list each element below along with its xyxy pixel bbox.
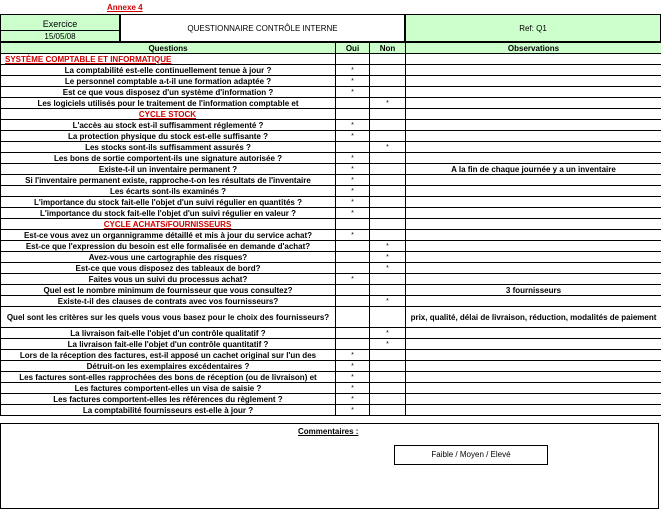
question-row bbox=[1, 405, 661, 416]
question-row bbox=[1, 296, 661, 307]
question-row bbox=[1, 186, 661, 197]
answer-non[interactable] bbox=[370, 350, 406, 361]
section-row bbox=[1, 109, 661, 120]
question-row bbox=[1, 383, 661, 394]
observation[interactable] bbox=[406, 87, 661, 98]
rating-scale[interactable]: Faible / Moyen / Elevé bbox=[394, 445, 548, 465]
question-text: La livraison fait-elle l'objet d'un contrôle quantitatif ? bbox=[1, 339, 336, 350]
exercice-date: 15/05/08 bbox=[1, 30, 119, 41]
question-text: Quel est le nombre minimum de fournisseur que vous consultez? bbox=[1, 285, 336, 296]
question-row bbox=[1, 131, 661, 142]
observation[interactable] bbox=[406, 372, 661, 383]
answer-non[interactable]: * bbox=[370, 328, 406, 339]
observation[interactable] bbox=[406, 175, 661, 186]
question-row bbox=[1, 274, 661, 285]
exercice-label: Exercice bbox=[42, 19, 78, 29]
observation[interactable] bbox=[406, 98, 661, 109]
question-text: Faites vous un suivi du processus achat? bbox=[1, 274, 336, 285]
observation[interactable] bbox=[406, 186, 661, 197]
answer-oui[interactable]: * bbox=[336, 65, 370, 76]
answer-non[interactable] bbox=[370, 372, 406, 383]
question-row bbox=[1, 164, 661, 175]
question-text: Quel sont les critères sur les quels vous vous basez pour le choix des fournisseurs? bbox=[1, 307, 336, 328]
question-row bbox=[1, 263, 661, 274]
answer-oui[interactable]: * bbox=[336, 372, 370, 383]
header bbox=[0, 14, 661, 42]
empty-cell bbox=[336, 54, 370, 65]
col-observations: Observations bbox=[406, 43, 661, 54]
answer-non[interactable] bbox=[370, 230, 406, 241]
answer-oui[interactable]: * bbox=[336, 197, 370, 208]
answer-oui[interactable] bbox=[336, 285, 370, 296]
observation[interactable] bbox=[406, 131, 661, 142]
answer-non[interactable] bbox=[370, 208, 406, 219]
question-text: La protection physique du stock est-elle suffisante ? bbox=[1, 131, 336, 142]
answer-oui[interactable]: * bbox=[336, 131, 370, 142]
question-row bbox=[1, 98, 661, 109]
question-text: La comptabilité fournisseurs est-elle à jour ? bbox=[1, 405, 336, 416]
observation[interactable] bbox=[406, 197, 661, 208]
answer-oui[interactable]: * bbox=[336, 208, 370, 219]
answer-oui[interactable]: * bbox=[336, 76, 370, 87]
answer-non[interactable] bbox=[370, 175, 406, 186]
question-text: La comptabilité est-elle continuellement tenue à jour ? bbox=[1, 65, 336, 76]
answer-oui[interactable]: * bbox=[336, 394, 370, 405]
question-text: Les écarts sont-ils examinés ? bbox=[1, 186, 336, 197]
answer-oui[interactable] bbox=[336, 307, 370, 328]
col-questions: Questions bbox=[1, 43, 336, 54]
question-text: Les bons de sortie comportent-ils une signature autorisée ? bbox=[1, 153, 336, 164]
question-text: La livraison fait-elle l'objet d'un contrôle qualitatif ? bbox=[1, 328, 336, 339]
question-text: L'accès au stock est-il suffisamment réglementé ? bbox=[1, 120, 336, 131]
answer-oui[interactable]: * bbox=[336, 383, 370, 394]
answer-non[interactable]: * bbox=[370, 263, 406, 274]
question-row bbox=[1, 197, 661, 208]
answer-oui[interactable] bbox=[336, 98, 370, 109]
answer-oui[interactable] bbox=[336, 263, 370, 274]
answer-non[interactable]: * bbox=[370, 339, 406, 350]
answer-non[interactable] bbox=[370, 394, 406, 405]
answer-non[interactable] bbox=[370, 164, 406, 175]
col-oui: Oui bbox=[336, 43, 370, 54]
page-title: QUESTIONNAIRE CONTRÔLE INTERNE bbox=[120, 14, 405, 42]
observation[interactable] bbox=[406, 241, 661, 252]
answer-oui[interactable]: * bbox=[336, 186, 370, 197]
answer-non[interactable] bbox=[370, 87, 406, 98]
observation[interactable] bbox=[406, 274, 661, 285]
answer-non[interactable] bbox=[370, 361, 406, 372]
question-text: Détruit-on les exemplaires excédentaires ? bbox=[1, 361, 336, 372]
answer-non[interactable]: * bbox=[370, 252, 406, 263]
question-row bbox=[1, 76, 661, 87]
answer-non[interactable]: * bbox=[370, 98, 406, 109]
question-text: Est-ce que l'expression du besoin est elle formalisée en demande d'achat? bbox=[1, 241, 336, 252]
answer-oui[interactable]: * bbox=[336, 405, 370, 416]
section-row bbox=[1, 54, 661, 65]
section-label: CYCLE STOCK bbox=[138, 109, 197, 119]
observation[interactable] bbox=[406, 263, 661, 274]
question-row bbox=[1, 153, 661, 164]
question-text: Les factures comportent-elles les références du règlement ? bbox=[1, 394, 336, 405]
question-text: Existe-t-il des clauses de contrats avec vos fournisseurs? bbox=[1, 296, 336, 307]
answer-oui[interactable] bbox=[336, 328, 370, 339]
column-headers bbox=[1, 43, 661, 54]
answer-non[interactable]: * bbox=[370, 296, 406, 307]
observation[interactable] bbox=[406, 208, 661, 219]
reference: Ref: Q1 bbox=[405, 14, 661, 42]
question-row bbox=[1, 175, 661, 186]
comments-label: Commentaires : bbox=[298, 427, 359, 436]
answer-non[interactable] bbox=[370, 405, 406, 416]
answer-non[interactable] bbox=[370, 307, 406, 328]
observation[interactable]: A la fin de chaque journée y a un inventaire bbox=[406, 164, 661, 175]
answer-oui[interactable] bbox=[336, 252, 370, 263]
section-title bbox=[1, 109, 336, 120]
questionnaire-grid bbox=[0, 14, 661, 416]
section-row bbox=[1, 219, 661, 230]
observation[interactable]: prix, qualité, délai de livraison, réduction, modalités de paiement bbox=[406, 307, 661, 328]
observation[interactable] bbox=[406, 405, 661, 416]
question-row bbox=[1, 339, 661, 350]
answer-oui[interactable] bbox=[336, 142, 370, 153]
question-text: Est-ce que vous disposez des tableaux de bord? bbox=[1, 263, 336, 274]
answer-non[interactable] bbox=[370, 131, 406, 142]
answer-oui[interactable]: * bbox=[336, 361, 370, 372]
answer-non[interactable]: * bbox=[370, 241, 406, 252]
question-row bbox=[1, 394, 661, 405]
question-text: Avez-vous une cartographie des risques? bbox=[1, 252, 336, 263]
question-text: Le personnel comptable a-t-il une formation adaptée ? bbox=[1, 76, 336, 87]
answer-non[interactable] bbox=[370, 120, 406, 131]
exercice-box bbox=[0, 14, 120, 42]
observation[interactable] bbox=[406, 361, 661, 372]
question-row bbox=[1, 241, 661, 252]
answer-oui[interactable]: * bbox=[336, 350, 370, 361]
answer-oui[interactable]: * bbox=[336, 230, 370, 241]
section-label: SYSTÈME COMPTABLE ET INFORMATIQUE bbox=[5, 54, 172, 64]
question-row bbox=[1, 87, 661, 98]
answer-oui[interactable]: * bbox=[336, 87, 370, 98]
empty-cell bbox=[406, 219, 661, 230]
answer-oui[interactable] bbox=[336, 241, 370, 252]
question-row bbox=[1, 350, 661, 361]
observation[interactable] bbox=[406, 339, 661, 350]
observation[interactable] bbox=[406, 230, 661, 241]
answer-non[interactable] bbox=[370, 153, 406, 164]
answer-oui[interactable] bbox=[336, 339, 370, 350]
question-text: Les factures sont-elles rapprochées des bons de réception (ou de livraison) et bbox=[1, 372, 336, 383]
observation[interactable] bbox=[406, 296, 661, 307]
question-row bbox=[1, 328, 661, 339]
empty-cell bbox=[370, 109, 406, 120]
question-row bbox=[1, 142, 661, 153]
observation[interactable] bbox=[406, 142, 661, 153]
section-title bbox=[1, 219, 336, 230]
question-row bbox=[1, 230, 661, 241]
question-text: L'importance du stock fait-elle l'objet d'un suivi régulier en valeur ? bbox=[1, 208, 336, 219]
section-title bbox=[1, 54, 336, 65]
answer-oui[interactable]: * bbox=[336, 274, 370, 285]
question-row bbox=[1, 307, 661, 328]
question-row bbox=[1, 361, 661, 372]
question-row bbox=[1, 65, 661, 76]
observation[interactable] bbox=[406, 120, 661, 131]
col-non: Non bbox=[370, 43, 406, 54]
empty-cell bbox=[406, 109, 661, 120]
annexe-label: Annexe 4 bbox=[107, 3, 143, 12]
observation[interactable] bbox=[406, 328, 661, 339]
observation[interactable] bbox=[406, 76, 661, 87]
question-text: Existe-t-il un inventaire permanent ? bbox=[1, 164, 336, 175]
observation[interactable] bbox=[406, 153, 661, 164]
observation[interactable] bbox=[406, 350, 661, 361]
question-text: Les factures comportent-elles un visa de saisie ? bbox=[1, 383, 336, 394]
question-text: L'importance du stock fait-elle l'objet d'un suivi régulier en quantités ? bbox=[1, 197, 336, 208]
answer-oui[interactable]: * bbox=[336, 153, 370, 164]
empty-cell bbox=[336, 219, 370, 230]
answer-non[interactable] bbox=[370, 285, 406, 296]
observation[interactable] bbox=[406, 394, 661, 405]
answer-oui[interactable]: * bbox=[336, 175, 370, 186]
questions-table bbox=[0, 42, 661, 416]
question-row bbox=[1, 208, 661, 219]
answer-non[interactable] bbox=[370, 65, 406, 76]
answer-oui[interactable] bbox=[336, 296, 370, 307]
question-text: Est ce que vous disposez d'un système d'information ? bbox=[1, 87, 336, 98]
question-text: Les logiciels utilisés pour le traitement de l'information comptable et bbox=[1, 98, 336, 109]
question-row bbox=[1, 372, 661, 383]
observation[interactable] bbox=[406, 383, 661, 394]
observation[interactable] bbox=[406, 252, 661, 263]
question-text: Lors de la réception des factures, est-il apposé un cachet original sur l'un des bbox=[1, 350, 336, 361]
answer-non[interactable] bbox=[370, 186, 406, 197]
observation[interactable]: 3 fournisseurs bbox=[406, 285, 661, 296]
question-row bbox=[1, 120, 661, 131]
answer-non[interactable]: * bbox=[370, 142, 406, 153]
answer-non[interactable] bbox=[370, 383, 406, 394]
question-row bbox=[1, 285, 661, 296]
question-text: Si l'inventaire permanent existe, rapproche-t-on les résultats de l'inventaire bbox=[1, 175, 336, 186]
answer-non[interactable] bbox=[370, 197, 406, 208]
empty-cell bbox=[370, 219, 406, 230]
comments-area bbox=[0, 423, 659, 509]
observation[interactable] bbox=[406, 65, 661, 76]
empty-cell bbox=[370, 54, 406, 65]
answer-oui[interactable]: * bbox=[336, 120, 370, 131]
answer-non[interactable] bbox=[370, 76, 406, 87]
section-label: CYCLE ACHATS/FOURNISSEURS bbox=[103, 219, 232, 229]
empty-cell bbox=[406, 54, 661, 65]
answer-oui[interactable]: * bbox=[336, 164, 370, 175]
answer-non[interactable] bbox=[370, 274, 406, 285]
question-text: Est-ce vous avez un organnigramme détaillé et mis à jour du service achat? bbox=[1, 230, 336, 241]
question-row bbox=[1, 252, 661, 263]
question-text: Les stocks sont-ils suffisamment assurés ? bbox=[1, 142, 336, 153]
empty-cell bbox=[336, 109, 370, 120]
